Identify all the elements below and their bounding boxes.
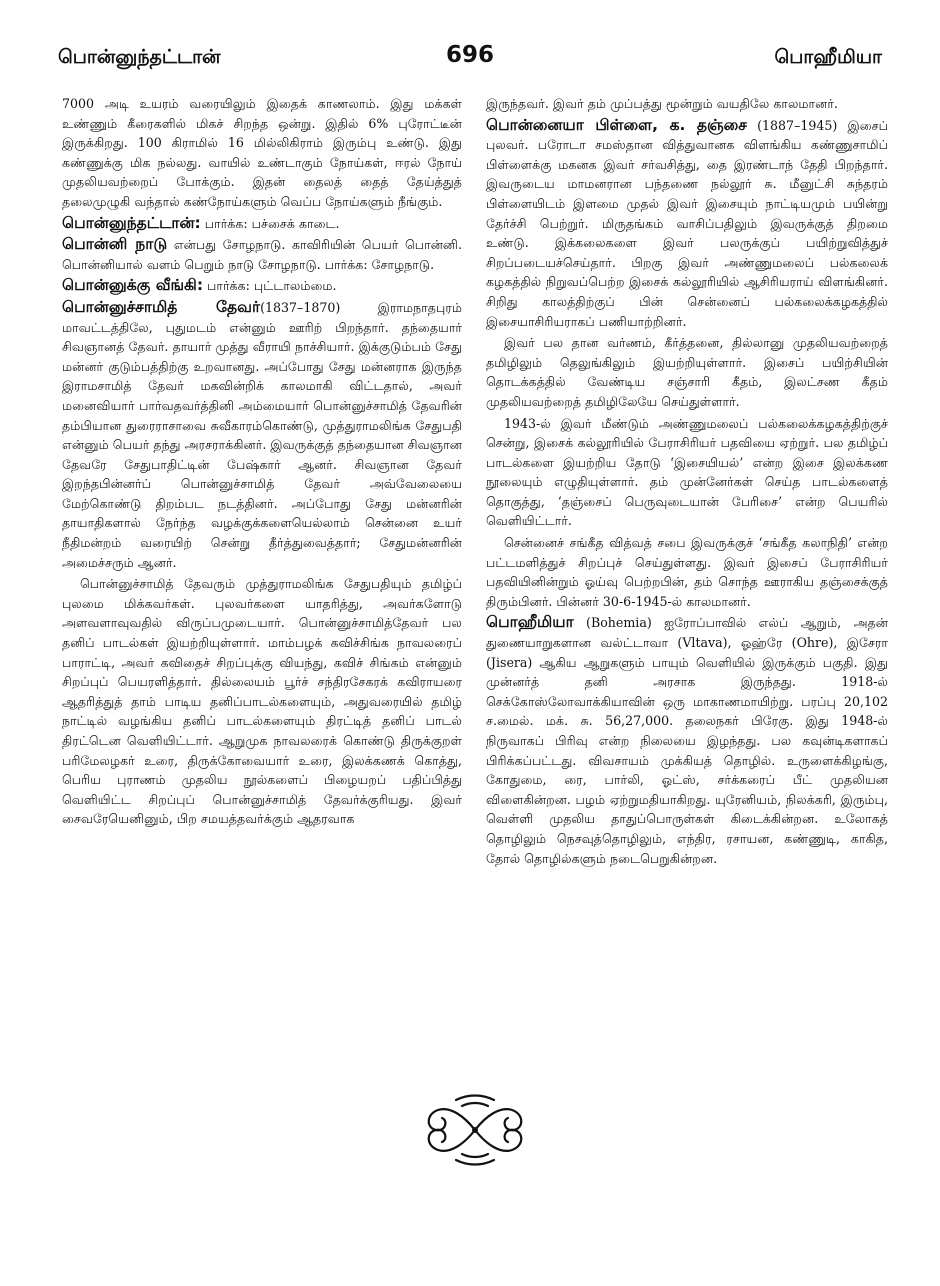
right-column xyxy=(486,94,888,870)
entry-headword: பொஹீமியா xyxy=(486,613,574,632)
paragraph-spinach-continued: 7000 அடி உயரம் வரையிலும் இதைக் காணலாம். இது மக்கள் உண்ணும் கீரைகளில் மிகச் சிறந்த ஒன்று. இதில் 6% புரோட்டீன் இருக்கிறது. 100 கிராமில் 16 மில்லிகிராம் இரும்பு உண்டு. இது கண்ணுக்கு மிக நல்லது. வாயில் உண்டாகும் நோய்கள், ஈரல் நோய் முதலியவற்றைப் போக்கும். இதன் தைலத் தைத் தேய்த்துத் தலைமுழுகி வந்தால் கண்நோய்களும் வெப்ப நோய்களும் நீங்கும். xyxy=(62,96,462,209)
entry-body: என்பது சோழநாடு. காவிரியின் பெயர் பொன்னி. பொன்னியால் வளம் பெறும் நாடு சோழநாடு. பார்க்க: சோழநாடு. xyxy=(62,237,462,272)
entry-headword: பொன்னுக்கு வீங்கி: xyxy=(62,276,204,295)
entry-headword: பொன்னையா பிள்ளை, க. தஞ்சை xyxy=(486,115,747,134)
header-right-guide-word: பொஹீமியா xyxy=(774,46,882,68)
entry-body: பார்க்க: புட்டாலம்மை. xyxy=(207,278,337,294)
entry-body: (Bohemia) ஐரோப்பாவில் எல்ப் ஆறும், அதன் துணையாறுகளான வல்ட்டாவா (Vltava), ஓஹ்ரே (Ohre), இசேரா (Jisera) ஆகிய ஆறுகளும் பாயும் வெளியில் இருக்கும் பகுதி. இது முன்னர்த் தனி அரசாக இருந்தது. 1918-ல் செக்கோஸ்லோவாக்கியாவின் ஒரு மாகாணமாயிற்று. பரப்பு 20,102 ச.மைல். மக். சு. 56,27,000. தலைநகர் பிரேகு. இது 1948-ல் நிருவாகப் பிரிவு என்ற நிலையை இழந்தது. பல கவுன்டிகளாகப் பிரிக்கப்பட்டது. விவசாயம் முக்கியத் தொழில். உருளைக்கிழங்கு, கோதுமை, ரை, பார்லி, ஓட்ஸ், சர்க்கரைப் பீட் முதலியன விளைகின்றன. பழம் ஏற்றுமதியாகிறது. யுரேனியம், நிலக்கரி, இரும்பு, வெள்ளி முதலிய தாதுப்பொருள்கள் கிடைக்கின்றன. உலோகத் தொழிலும் நெசவுத்தொழிலும், எந்திர, ரசாயன, கண்ணுடி, காகித, தோல் தொழில்களும் நடைபெறுகின்றன. xyxy=(486,615,888,866)
entry-headword: பொன்னுச்சாமித் தேவர் xyxy=(62,297,261,316)
paragraph-continued: இருந்தவர். இவர் தம் முப்பத்து மூன்றும் வயதிலே காலமானர். xyxy=(486,96,838,111)
paragraph-patronage: பொன்னுச்சாமித் தேவரும் முத்துராமலிங்க சேதுபதியும் தமிழ்ப் புலமை மிக்கவர்கள். புலவர்களை யாதரித்து, அவர்களோடு அளவளாவுவதில் விருப்பமுடையார். பொன்னுச்சாமித்தேவர் பல தனிப் பாடல்கள் இயற்றியுள்ளார். மாம்பழக் கவிச்சிங்க நாவலரைப் பாராட்டி, அவர் கவிதைச் சிறப்புக்கு வியந்து, கவிச் சிங்கம் என்னும் சிறப்புப் பெயரளித்தார். தில்லையம் பூர்ச் சந்திரசேகரக் கவிராயரை ஆதரித்துத் தாம் பாடிய தனிப்பாடல்களையும், அதுவரையில் தமிழ் நாட்டில் வழங்கிய தனிப் பாடல்களையும் திரட்டித் தனிப் பாடல் திரட்டென வெளியிட்டார். ஆறுமுக நாவலரைக் கொண்டு திருக்குறள் பரிமேலழகர் உரை, திருக்கோவையார் உரை, இலக்கணக் கொத்து, பெரிய புராணம் முதலிய நூல்களைப் பிழையறப் பதிப்பித்து வெளியிட்ட சிறப்புப் பொன்னுச்சாமித் தேவர்க்குரியது. இவர் சைவரேயெனினும், பிற சமயத்தவர்க்கும் ஆதரவாக xyxy=(62,576,462,827)
entry-ponnunthattan xyxy=(62,214,462,234)
entry-ponni-nadu xyxy=(62,235,462,274)
floral-ornament-icon xyxy=(416,1090,534,1170)
entry-bohemia xyxy=(486,613,888,868)
entry-ponnuchamy-thevar xyxy=(62,298,462,572)
left-column xyxy=(62,94,462,831)
entry-ponnukku-veengi xyxy=(62,276,462,296)
paragraph-professorship: 1943-ல் இவர் மீண்டும் அண்ணுமலைப் பல்கலைக்கழகத்திற்குச் சென்று, இசைக் கல்லூரியில் பேராசிரியர் பதவியை ஏற்றுர். பல தமிழ்ப் பாடல்களை இயற்றிய தோடு ‘இசையியல்’ என்ற இசை இலக்கண நூலையும் எழுதியுள்ளார். தம் முன்னேர்கள் செய்த பாடல்களைத் தொகுத்து, ‘தஞ்சைப் பெருவுடையான் பேரிசை’ என்ற பெயரில் வெளியிட்டார். xyxy=(486,415,888,529)
entry-body: (1887–1945) இசைப் புலவர். பரோடா சமஸ்தான வித்துவானக விளங்கிய கண்ணுசாமிப் பிள்ளைக்கு மகனக இவர் சர்வசித்து, தை இரண்டாந் தேதி பிறந்தார். இவருடைய மாமனரான பந்தணை நல்லூர் சு. மீனுட்சி சுந்தரம் பிள்ளையிடம் இளமை முதல் இவர் இசையும் நாட்டியமும் பயின்று தேர்ச்சி பெற்றுர். மிருதங்கம் வாசிப்பதிலும் இவருக்குத் திறமை உண்டு. இக்கலைகளை இவர் பலருக்குப் பயிற்றுவித்துச் சிறப்படையச்செய்தார். பிறகு இவர் அண்ணுமலைப் பல்கலைக் கழகத்தில் நிறுவப்பெற்ற இசைக் கல்லூரியில் ஆசிரியராய் விளங்கினர். சிறிது காலத்திற்குப் பின் சென்னைப் பல்கலைக்கழகத்தில் இசையாசிரியராகப் பணியாற்றினர். xyxy=(486,117,889,329)
entry-body: பார்க்க: பச்சைக் காடை. xyxy=(204,215,340,231)
paragraph-compositions: இவர் பல தான வர்ணம், கீர்த்தனை, தில்லானு முதலியவற்றைத் தமிழிலும் தெலுங்கிலும் இயற்றியுள்ளார். இசைப் பயிற்சியின் தொடக்கத்தில் வேண்டிய சஞ்சாரி கீதம், இலட்சண கீதம் முதலியவற்றைத் தமிழிலேயே செய்துள்ளார். xyxy=(486,335,888,409)
page-number: 696 xyxy=(445,42,494,68)
paragraph-honours: சென்னைச் சங்கீத வித்வத் சபை இவருக்குச் ‘சங்கீத கலாநிதி’ என்ற பட்டமளித்துச் சிறப்புச் செய்துள்ளது. இவர் இசைப் பேராசிரியர் பதவியினின்றும் ஓய்வு பெற்றபின், தம் சொந்த ஊராகிய தஞ்சைக்குத் திரும்பினர். பின்னர் 30-6-1945-ல் காலமானர். xyxy=(486,535,888,609)
entry-headword: பொன்னுந்தட்டான்: xyxy=(62,213,201,232)
header-left-guide-word: பொன்னுந்தட்டான் xyxy=(58,46,221,68)
entry-ponnaiya-pillai xyxy=(486,116,888,332)
entry-body: (1837–1870) இராமநாதபுரம் மாவட்டத்திலே, புதுமடம் என்னும் ஊரிற் பிறந்தார். தந்தையார் சிவஞானத் தேவர். தாயார் முத்து வீராயி நாச்சியார். இக்குடும்பம் சேது மன்னர் குடும்பத்திற்கு உறவானது. அப்போது சேது மன்னராக இருந்த இராமசாமித் தேவர் மகவின்றிக் காலமாகி விட்டதால், அவர் மனைவியார் பார்வதவர்த்தினி அம்மையார் பொன்னுச்சாமித் தேவரின் தம்பியான துரைராசாவை சுவீகாரம்கொண்டு, முத்துராமலிங்க சேதுபதி என்னும் பெயர் தந்து அரசராக்கினர். இவருக்குத் தந்தையான சிவஞான தேவரே சேதுபாதிட்டின் பேஷ்கார் ஆனர். சிவஞான தேவர் இறந்தபின்னர்ப் பொன்னுச்சாமித் தேவர் அவ்வேலையை மேற்கொண்டு திறம்பட நடத்தினர். அப்போது சேது மன்னரின் தாயாதிகளால் நேர்ந்த வழக்குக்களையெல்லாம் சென்னை உயர் நீதிமன்றம் வரையிற் சென்று தீர்த்துவைத்தார்; சேதுமன்னரின் அமைச்சரும் ஆனர். xyxy=(62,299,462,570)
running-head xyxy=(58,42,882,82)
entry-headword: பொன்னி நாடு xyxy=(62,235,168,254)
